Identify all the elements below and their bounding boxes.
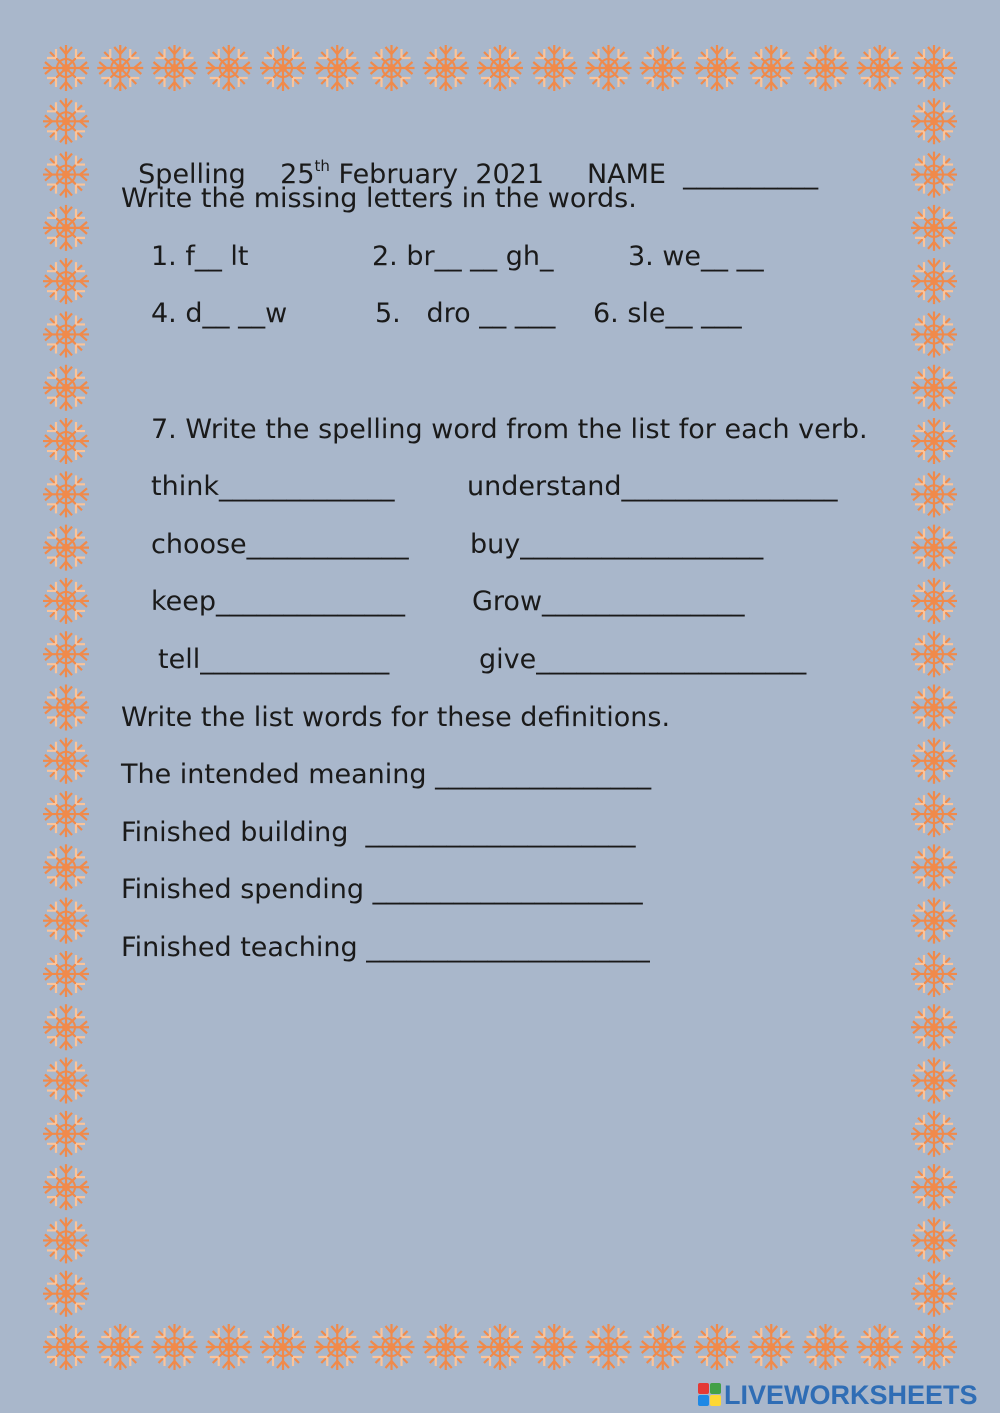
border-flower-47 xyxy=(911,418,957,464)
border-flower-74 xyxy=(43,1164,89,1210)
verb-give[interactable]: give____________________ xyxy=(479,644,807,675)
border-flower-9 xyxy=(260,1324,306,1370)
border-flower-41 xyxy=(911,258,957,304)
border-flower-6 xyxy=(206,45,252,91)
border-flower-17 xyxy=(477,1324,523,1370)
border-flower-5 xyxy=(152,1324,198,1370)
border-flower-25 xyxy=(694,1324,740,1370)
liveworksheets-logo-text: LIVEWORKSHEETS xyxy=(724,1379,978,1410)
border-flower-54 xyxy=(43,631,89,677)
border-flower-68 xyxy=(43,1004,89,1050)
border-flower-20 xyxy=(586,45,632,91)
border-flower-78 xyxy=(43,1271,89,1317)
border-flower-24 xyxy=(694,45,740,91)
border-flower-76 xyxy=(43,1217,89,1263)
border-flower-40 xyxy=(43,258,89,304)
verb-tell[interactable]: tell______________ xyxy=(158,644,390,675)
border-flower-69 xyxy=(911,1004,957,1050)
border-flower-30 xyxy=(857,45,903,91)
border-flower-63 xyxy=(911,844,957,890)
border-flower-56 xyxy=(43,685,89,731)
border-flower-18 xyxy=(531,45,577,91)
border-flower-19 xyxy=(531,1324,577,1370)
border-flower-36 xyxy=(43,152,89,198)
border-flower-49 xyxy=(911,471,957,517)
date-day: 25 xyxy=(280,159,315,190)
border-flower-58 xyxy=(43,738,89,784)
missing-word-4[interactable]: 4. d__ __w xyxy=(151,298,288,329)
border-flower-2 xyxy=(97,45,143,91)
verb-buy[interactable]: buy__________________ xyxy=(470,529,764,560)
border-flower-59 xyxy=(911,738,957,784)
border-flower-23 xyxy=(640,1324,686,1370)
border-flower-31 xyxy=(857,1324,903,1370)
border-flower-45 xyxy=(911,365,957,411)
border-flower-1 xyxy=(43,1324,89,1370)
date-suffix: th xyxy=(314,157,330,175)
border-flower-12 xyxy=(369,45,415,91)
border-flower-27 xyxy=(748,1324,794,1370)
missing-word-6[interactable]: 6. sle__ ___ xyxy=(593,298,742,329)
liveworksheets-logo-icon xyxy=(698,1383,722,1407)
verb-think[interactable]: think_____________ xyxy=(151,471,395,502)
border-flower-73 xyxy=(911,1111,957,1157)
name-label: NAME xyxy=(586,159,666,190)
border-flower-67 xyxy=(911,951,957,997)
verb-choose[interactable]: choose____________ xyxy=(151,529,409,560)
definition-1[interactable]: The intended meaning ________________ xyxy=(121,759,652,790)
border-flower-22 xyxy=(640,45,686,91)
border-flower-16 xyxy=(477,45,523,91)
subject-title: Spelling xyxy=(138,159,246,190)
border-flower-48 xyxy=(43,471,89,517)
border-flower-8 xyxy=(260,45,306,91)
border-flower-26 xyxy=(748,45,794,91)
definition-4[interactable]: Finished teaching _____________________ xyxy=(121,932,650,963)
border-flower-42 xyxy=(43,311,89,357)
border-flower-62 xyxy=(43,844,89,890)
border-flower-4 xyxy=(152,45,198,91)
border-flower-13 xyxy=(369,1324,415,1370)
missing-word-3[interactable]: 3. we__ __ xyxy=(628,241,764,272)
border-flower-53 xyxy=(911,578,957,624)
border-flower-11 xyxy=(314,1324,360,1370)
border-flower-39 xyxy=(911,205,957,251)
verb-grow[interactable]: Grow_______________ xyxy=(472,586,745,617)
border-flower-55 xyxy=(911,631,957,677)
verb-understand[interactable]: understand________________ xyxy=(467,471,838,502)
border-flower-51 xyxy=(911,525,957,571)
border-flower-50 xyxy=(43,525,89,571)
border-flower-34 xyxy=(43,98,89,144)
instruction-verbs: 7. Write the spelling word from the list for each verb. xyxy=(151,414,868,445)
border-flower-7 xyxy=(206,1324,252,1370)
missing-word-5[interactable]: 5. dro __ ___ xyxy=(375,298,556,329)
border-flower-3 xyxy=(97,1324,143,1370)
border-flower-35 xyxy=(911,98,957,144)
border-flower-28 xyxy=(803,45,849,91)
border-flower-15 xyxy=(423,1324,469,1370)
verb-keep[interactable]: keep______________ xyxy=(151,586,406,617)
border-flower-32 xyxy=(911,45,957,91)
border-flower-0 xyxy=(43,45,89,91)
missing-word-1[interactable]: 1. f__ lt xyxy=(151,241,249,272)
border-flower-33 xyxy=(911,1324,957,1370)
border-flower-44 xyxy=(43,365,89,411)
name-blank[interactable]: __________ xyxy=(683,159,819,190)
border-flower-79 xyxy=(911,1271,957,1317)
border-flower-65 xyxy=(911,898,957,944)
border-flower-60 xyxy=(43,791,89,837)
border-flower-21 xyxy=(586,1324,632,1370)
border-flower-64 xyxy=(43,898,89,944)
border-flower-43 xyxy=(911,311,957,357)
border-flower-57 xyxy=(911,685,957,731)
definition-2[interactable]: Finished building ____________________ xyxy=(121,817,636,848)
definition-3[interactable]: Finished spending ____________________ xyxy=(121,874,643,905)
border-flower-75 xyxy=(911,1164,957,1210)
border-flower-29 xyxy=(803,1324,849,1370)
border-flower-77 xyxy=(911,1217,957,1263)
date-rest: February 2021 xyxy=(338,159,545,190)
border-flower-66 xyxy=(43,951,89,997)
border-flower-72 xyxy=(43,1111,89,1157)
missing-word-2[interactable]: 2. br__ __ gh_ xyxy=(372,241,554,272)
border-flower-46 xyxy=(43,418,89,464)
liveworksheets-logo xyxy=(698,1380,978,1410)
border-flower-14 xyxy=(423,45,469,91)
border-flower-52 xyxy=(43,578,89,624)
instruction-definitions: Write the list words for these definitions. xyxy=(121,702,671,733)
border-flower-71 xyxy=(911,1058,957,1104)
border-flower-37 xyxy=(911,152,957,198)
border-flower-10 xyxy=(314,45,360,91)
border-flower-38 xyxy=(43,205,89,251)
instruction-missing-letters: Write the missing letters in the words. xyxy=(121,183,637,214)
border-flower-61 xyxy=(911,791,957,837)
border-flower-70 xyxy=(43,1058,89,1104)
